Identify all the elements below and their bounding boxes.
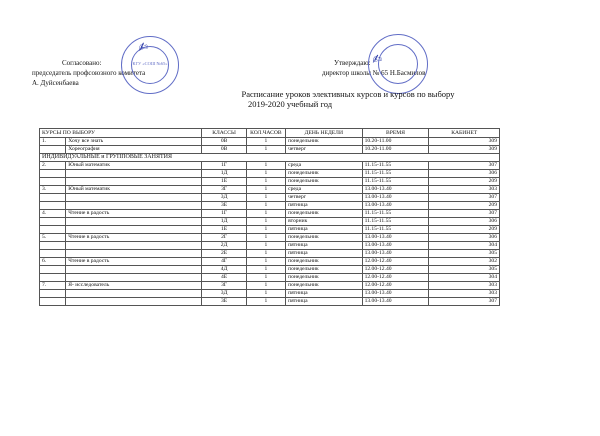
row-cabinet: 306 [429,170,500,178]
row-cabinet: 307 [429,162,500,170]
row-hours: 1 [246,234,285,242]
approval-left-label: Согласовано: [62,59,102,67]
table-row [40,218,500,226]
row-hours: 1 [246,138,285,146]
row-course-name [66,178,202,186]
row-number [40,274,66,282]
row-hours: 1 [246,210,285,218]
row-day: понедельник [286,266,362,274]
row-time: 12.00-12.40 [362,258,429,266]
table-row [40,138,500,146]
row-day: пятница [286,290,362,298]
row-class: 3Д [202,194,246,202]
row-class: 1Д [202,170,246,178]
row-number: 6. [40,258,66,266]
row-time: 13.00-13.40 [362,234,429,242]
row-cabinet: 209 [429,178,500,186]
row-hours: 1 [246,226,285,234]
row-number [40,250,66,258]
row-day: понедельник [286,274,362,282]
row-hours: 1 [246,146,285,154]
row-course-name [66,250,202,258]
row-hours: 1 [246,250,285,258]
schedule-table [39,128,500,306]
left-stamp-seal [121,36,179,94]
table-row [40,282,500,290]
row-time: 10.20-11.00 [362,138,429,146]
row-number [40,226,66,234]
left-signature: ✍ [136,38,150,56]
approval-right-position: директор школы № 65 Н.Басмилов [322,69,426,77]
table-row [40,250,500,258]
row-day: понедельник [286,178,362,186]
row-hours: 1 [246,274,285,282]
row-day: пятница [286,298,362,306]
row-course-name: Чтение в радость [66,234,202,242]
row-cabinet: 303 [429,290,500,298]
row-course-name [66,194,202,202]
approval-right-label: Утверждаю: [334,59,371,67]
row-number [40,146,66,154]
row-class: 2Е [202,250,246,258]
table-row [40,242,500,250]
row-hours: 1 [246,194,285,202]
row-cabinet: 209 [429,226,500,234]
row-number: 2. [40,162,66,170]
row-day: пятница [286,242,362,250]
table-row [40,170,500,178]
table-row [40,210,500,218]
row-time: 11.15-11.55 [362,218,429,226]
row-class: 3Г [202,282,246,290]
row-time: 11.15-11.55 [362,210,429,218]
row-class: 4Г [202,258,246,266]
row-number [40,170,66,178]
row-day: пятница [286,202,362,210]
row-hours: 1 [246,258,285,266]
row-day: вторник [286,218,362,226]
row-class: 3Д [202,290,246,298]
row-day: пятница [286,226,362,234]
row-course-name: Я- исследователь [66,282,202,290]
row-number: 4. [40,210,66,218]
table-row [40,202,500,210]
row-hours: 1 [246,162,285,170]
row-cabinet: 305 [429,250,500,258]
row-class: 0В [202,146,246,154]
table-row [40,258,500,266]
row-course-name [66,266,202,274]
row-cabinet: 303 [429,282,500,290]
col-header-day: ДЕНЬ НЕДЕЛИ [286,129,362,138]
approval-left-name: А. Дуйсенбаева [32,79,79,87]
col-header-hours: КОЛ.ЧАСОВ [246,129,285,138]
row-time: 11.15-11.55 [362,226,429,234]
row-class: 3Г [202,186,246,194]
row-hours: 1 [246,202,285,210]
row-course-name [66,274,202,282]
row-class: 3Е [202,298,246,306]
row-day: понедельник [286,234,362,242]
row-time: 10.20-11.00 [362,146,429,154]
col-header-cabinet: КАБИНЕТ [429,129,500,138]
row-course-name: Хочу все знать [66,138,202,146]
row-day: пятница [286,250,362,258]
row-day: среда [286,162,362,170]
row-class: 4Е [202,274,246,282]
col-header-time: ВРЕМЯ [362,129,429,138]
col-header-course: КУРСЫ ПО ВЫБОРУ [40,129,202,138]
row-time: 13.00-13.40 [362,186,429,194]
row-day: понедельник [286,170,362,178]
row-number: 5. [40,234,66,242]
row-time: 13.00-13.40 [362,194,429,202]
row-class: 2Д [202,242,246,250]
row-class: 1Д [202,218,246,226]
document-title: Расписание уроков элективных курсов и курсов по выбору [241,89,455,99]
row-number [40,298,66,306]
row-class: 1Г [202,210,246,218]
row-number [40,290,66,298]
row-day: понедельник [286,258,362,266]
right-signature: ✍ [370,51,384,67]
row-day: среда [286,186,362,194]
row-time: 11.15-11.55 [362,178,429,186]
row-day: понедельник [286,138,362,146]
row-course-name: Юный математик [66,162,202,170]
row-number [40,202,66,210]
row-cabinet: 307 [429,298,500,306]
table-row [40,146,500,154]
row-course-name [66,202,202,210]
table-row [40,226,500,234]
table-row [40,274,500,282]
row-cabinet: 309 [429,138,500,146]
row-cabinet: 305 [429,266,500,274]
table-row [40,234,500,242]
row-number [40,266,66,274]
row-class: 1Г [202,162,246,170]
row-time: 13.00-13.40 [362,298,429,306]
table-row [40,186,500,194]
row-cabinet: 304 [429,274,500,282]
row-course-name: Чтение в радость [66,210,202,218]
row-course-name: Хореография [66,146,202,154]
row-hours: 1 [246,186,285,194]
row-day: четверг [286,194,362,202]
row-number: 7. [40,282,66,290]
row-cabinet: 307 [429,194,500,202]
row-number [40,242,66,250]
row-hours: 1 [246,290,285,298]
row-hours: 1 [246,218,285,226]
row-cabinet: 303 [429,186,500,194]
row-cabinet: 306 [429,218,500,226]
row-time: 12.00-12.40 [362,274,429,282]
table-row [40,178,500,186]
row-course-name [66,218,202,226]
row-number [40,178,66,186]
row-time: 13.00-13.40 [362,242,429,250]
row-class: 1Е [202,226,246,234]
table-row [40,298,500,306]
row-time: 12.00-12.40 [362,266,429,274]
row-course-name [66,290,202,298]
section-title: ИНДИВИДУАЛЬНЫЕ и ГРУППОВЫЕ ЗАНЯТИЯ [40,154,500,162]
row-time: 11.15-11.55 [362,162,429,170]
row-course-name [66,170,202,178]
row-cabinet: 307 [429,210,500,218]
row-hours: 1 [246,266,285,274]
section-header-row [40,154,500,162]
row-course-name [66,226,202,234]
row-cabinet: 306 [429,234,500,242]
row-hours: 1 [246,170,285,178]
row-hours: 1 [246,298,285,306]
row-class: 0В [202,138,246,146]
row-time: 12.00-12.40 [362,282,429,290]
row-number [40,194,66,202]
row-cabinet: 209 [429,202,500,210]
approval-left-position: председатель профсоюзного комитета [32,69,146,77]
row-course-name: Чтение в радость [66,258,202,266]
row-time: 13.00-13.40 [362,290,429,298]
row-day: понедельник [286,210,362,218]
row-class: 3Е [202,202,246,210]
row-cabinet: 302 [429,258,500,266]
row-hours: 1 [246,282,285,290]
row-time: 11.15-11.55 [362,170,429,178]
row-hours: 1 [246,178,285,186]
row-number [40,218,66,226]
row-course-name [66,242,202,250]
row-hours: 1 [246,242,285,250]
document-subtitle-year: 2019-2020 учебный год [247,99,333,109]
col-header-classes: КЛАССЫ [202,129,246,138]
row-class: 1Е [202,178,246,186]
row-time: 13.00-13.40 [362,250,429,258]
left-stamp-text: КГУ «СОШ №65» [132,61,168,66]
table-header-row [40,129,500,138]
row-cabinet: 304 [429,242,500,250]
table-row [40,290,500,298]
row-time: 13.00-13.40 [362,202,429,210]
row-course-name [66,298,202,306]
row-cabinet: 309 [429,146,500,154]
row-day: четверг [286,146,362,154]
row-number: 1. [40,138,66,146]
row-class: 4Д [202,266,246,274]
row-day: понедельник [286,282,362,290]
row-class: 2Г [202,234,246,242]
table-row [40,162,500,170]
row-number: 3. [40,186,66,194]
table-row [40,194,500,202]
table-row [40,266,500,274]
row-course-name: Юный математик [66,186,202,194]
